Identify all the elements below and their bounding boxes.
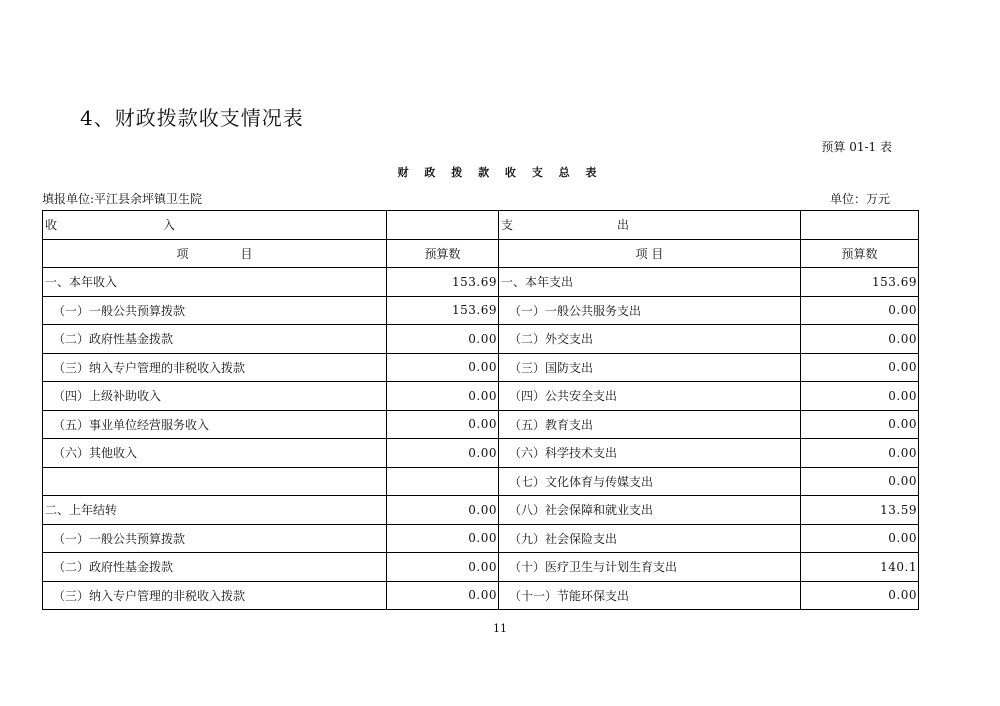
income-value-cell: 0.00 xyxy=(387,496,499,525)
empty-header-cell xyxy=(801,211,919,240)
form-code: 预算 01-1 表 xyxy=(821,140,892,154)
table-row xyxy=(43,268,919,297)
expense-group-header xyxy=(499,211,801,240)
income-item-cell: 一、本年收入 xyxy=(43,268,387,297)
expense-item-cell: （八）社会保障和就业支出 xyxy=(499,496,801,525)
expense-value-cell: 0.00 xyxy=(801,325,919,354)
expense-value-cell: 0.00 xyxy=(801,524,919,553)
expense-item-cell: （九）社会保险支出 xyxy=(499,524,801,553)
income-value-cell: 153.69 xyxy=(387,296,499,325)
expense-value-cell: 13.59 xyxy=(801,496,919,525)
table-row xyxy=(43,353,919,382)
expense-value-cell: 0.00 xyxy=(801,581,919,610)
expense-item-cell: （三）国防支出 xyxy=(499,353,801,382)
expense-item-cell: （十一）节能环保支出 xyxy=(499,581,801,610)
table-row xyxy=(43,410,919,439)
expense-group-label-b: 出 xyxy=(617,218,630,233)
income-value-cell: 0.00 xyxy=(387,382,499,411)
table-row xyxy=(43,382,919,411)
page-heading: 4、财政拨款收支情况表 xyxy=(80,106,304,130)
column-header-row xyxy=(43,239,919,268)
expense-value-cell: 0.00 xyxy=(801,410,919,439)
table-row xyxy=(43,296,919,325)
expense-value-cell: 153.69 xyxy=(801,268,919,297)
income-item-cell: （二）政府性基金拨款 xyxy=(43,553,387,582)
income-item-cell: （二）政府性基金拨款 xyxy=(43,325,387,354)
table-row xyxy=(43,553,919,582)
income-item-cell: （三）纳入专户管理的非税收入拨款 xyxy=(43,353,387,382)
page-number: 11 xyxy=(493,622,507,635)
income-group-label-b: 入 xyxy=(163,218,176,233)
expense-value-cell: 140.1 xyxy=(801,553,919,582)
income-item-cell: （五）事业单位经营服务收入 xyxy=(43,410,387,439)
income-value-cell: 0.00 xyxy=(387,553,499,582)
income-item-cell: （六）其他收入 xyxy=(43,439,387,468)
income-item-cell: （一）一般公共预算拨款 xyxy=(43,524,387,553)
table-row xyxy=(43,467,919,496)
expense-budget-header: 预算数 xyxy=(801,239,919,268)
expense-item-header: 项 目 xyxy=(499,239,801,268)
item-label-b: 目 xyxy=(240,246,253,261)
income-item-cell: （三）纳入专户管理的非税收入拨款 xyxy=(43,581,387,610)
expense-group-label-a: 支 xyxy=(501,218,514,233)
expense-item-cell: （五）教育支出 xyxy=(499,410,801,439)
expense-value-cell: 0.00 xyxy=(801,296,919,325)
table-title: 财 政 拨 款 收 支 总 表 xyxy=(397,166,603,179)
income-value-cell: 153.69 xyxy=(387,268,499,297)
income-item-cell xyxy=(43,467,387,496)
income-item-cell: （一）一般公共预算拨款 xyxy=(43,296,387,325)
expense-item-cell: （四）公共安全支出 xyxy=(499,382,801,411)
table-row xyxy=(43,524,919,553)
income-group-label-a: 收 xyxy=(45,218,58,233)
income-value-cell: 0.00 xyxy=(387,524,499,553)
table-row xyxy=(43,439,919,468)
appropriation-table xyxy=(42,210,919,610)
income-value-cell: 0.00 xyxy=(387,439,499,468)
reporting-unit: 填报单位:平江县余坪镇卫生院 xyxy=(42,192,203,206)
table-row xyxy=(43,581,919,610)
income-value-cell xyxy=(387,467,499,496)
expense-value-cell: 0.00 xyxy=(801,439,919,468)
expense-item-cell: （一）一般公共服务支出 xyxy=(499,296,801,325)
income-item-header xyxy=(43,239,387,268)
income-budget-header: 预算数 xyxy=(387,239,499,268)
income-value-cell: 0.00 xyxy=(387,410,499,439)
expense-item-cell: （二）外交支出 xyxy=(499,325,801,354)
income-value-cell: 0.00 xyxy=(387,353,499,382)
expense-item-cell: （十）医疗卫生与计划生育支出 xyxy=(499,553,801,582)
expense-value-cell: 0.00 xyxy=(801,467,919,496)
income-value-cell: 0.00 xyxy=(387,581,499,610)
income-group-header xyxy=(43,211,387,240)
expense-value-cell: 0.00 xyxy=(801,353,919,382)
group-header-row xyxy=(43,211,919,240)
expense-value-cell: 0.00 xyxy=(801,382,919,411)
table-row xyxy=(43,325,919,354)
currency-unit: 单位：万元 xyxy=(829,192,890,206)
income-value-cell: 0.00 xyxy=(387,325,499,354)
income-item-cell: 二、上年结转 xyxy=(43,496,387,525)
expense-item-cell: （七）文化体育与传媒支出 xyxy=(499,467,801,496)
item-label-a: 项 xyxy=(176,246,189,261)
table-row xyxy=(43,496,919,525)
income-item-cell: （四）上级补助收入 xyxy=(43,382,387,411)
empty-header-cell xyxy=(387,211,499,240)
expense-item-cell: （六）科学技术支出 xyxy=(499,439,801,468)
expense-item-cell: 一、本年支出 xyxy=(499,268,801,297)
